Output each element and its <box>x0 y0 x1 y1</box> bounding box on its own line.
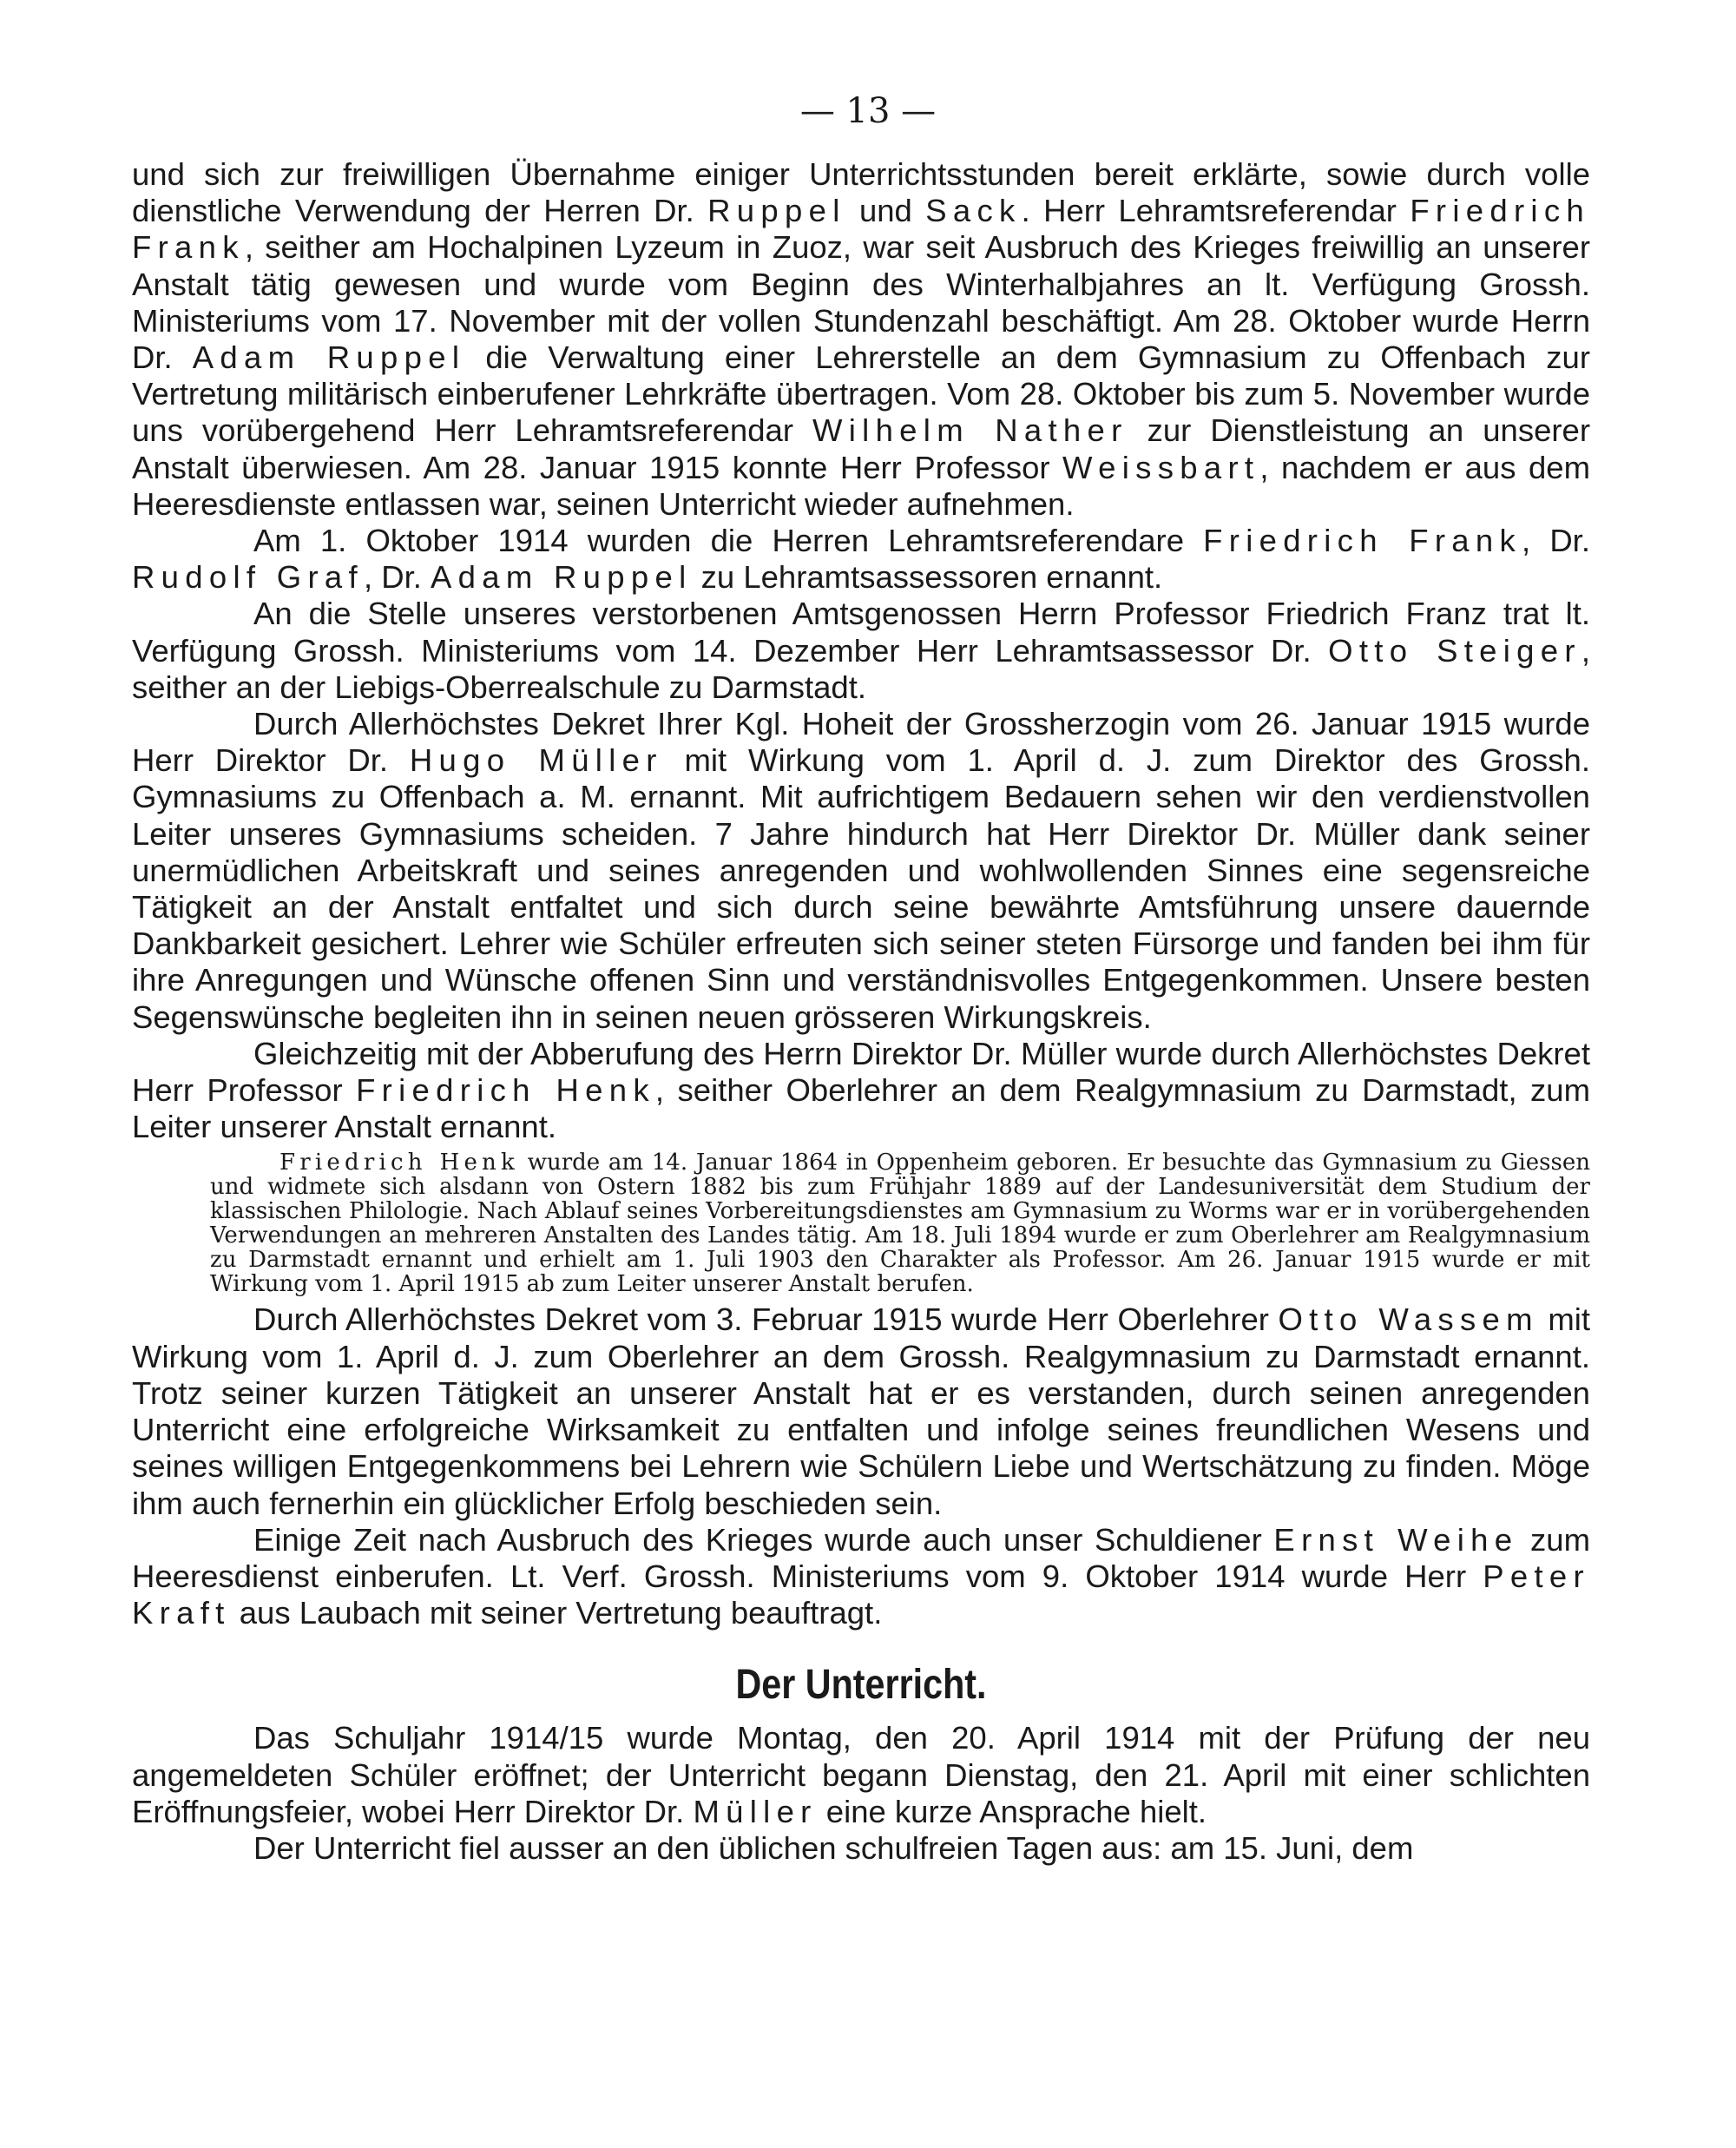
spaced-name: Peter Kraft <box>132 1558 1590 1631</box>
text-run: Durch Allerhöchstes Dekret vom 3. Februar 1915 wurde Herr Oberlehrer <box>253 1301 1279 1338</box>
paragraph <box>132 156 1590 523</box>
spaced-name: Friedrich Frank <box>132 193 1590 266</box>
paragraph <box>132 1830 1590 1867</box>
text-run: zu Lehramtsassessoren ernannt. <box>692 559 1163 596</box>
text-run: , Dr. <box>1522 523 1590 559</box>
text-run: mit Wirkung vom 1. April d. J. zum Oberlehrer an dem Grossh. Realgymnasium zu Darmstadt ernannt. Trotz seiner kurzen Tätigkeit an unserer Anstalt hat er es verstanden, durch seinen anregenden Unterricht eine erfolgreiche Wirksamkeit zu entfalten und infolge seines freundlichen Wesens und seines willigen Entgegenkommens bei Lehrern wie Schülern Liebe und Wertschätzung zu finden. Möge ihm auch fernerhin ein glücklicher Erfolg beschieden sein. <box>132 1301 1591 1521</box>
spaced-name: Friedrich Henk <box>356 1072 655 1109</box>
text-run: Durch Allerhöchstes Dekret Ihrer Kgl. Hoheit der Grossherzogin vom 26. Januar 1915 wurde Herr Direktor Dr. <box>132 706 1590 779</box>
spaced-name: Hugo Müller <box>409 742 663 779</box>
text-run: Am 1. Oktober 1914 wurden die Herren Lehramtsreferendare <box>253 523 1204 559</box>
spaced-name: Friedrich Frank <box>1203 523 1522 559</box>
spaced-name: Rudolf Graf <box>132 559 364 596</box>
text-run: , Dr. <box>363 559 431 596</box>
page-number: — 13 — <box>799 91 937 131</box>
text-run: zum Heeresdienst einberufen. Lt. Verf. Grossh. Ministeriums vom 9. Oktober 1914 wurde Herr <box>132 1521 1590 1594</box>
spaced-name: Wilhelm Nather <box>812 412 1128 449</box>
spaced-name: Adam Ruppel <box>431 559 693 596</box>
paragraph <box>132 1720 1590 1830</box>
text-run: , seither am Hochalpinen Lyzeum in Zuoz, war seit Ausbruch des Krieges freiwillig an unserer Anstalt tätig gewesen und wurde vom Beginn des Winterhalbjahres an lt. Verfügung Grossh. Ministeriums vom 17. November mit der vollen Stundenzahl beschäftigt. Am 28. Oktober wurde Herrn Dr. <box>132 229 1590 376</box>
spaced-name: Otto Steiger <box>1328 632 1581 669</box>
body-text <box>132 156 1590 1867</box>
spaced-name: Sack <box>925 193 1022 229</box>
spaced-name: Otto Wassem <box>1278 1301 1539 1338</box>
paragraph <box>132 523 1590 596</box>
paragraph <box>132 1036 1590 1146</box>
text-run: Einige Zeit nach Ausbruch des Krieges wurde auch unser Schuldiener <box>253 1521 1274 1558</box>
text-run: zur Dienstleistung an unserer Anstalt überwiesen. Am 28. Januar 1915 konnte Herr Professor <box>132 412 1590 485</box>
text-run: An die Stelle unseres verstorbenen Amtsgenossen Herrn Professor Friedrich Franz trat lt. Verfügung Grossh. Ministeriums vom 14. Dezember Herr Lehramtsassessor Dr. <box>132 596 1590 669</box>
text-run: mit Wirkung vom 1. April d. J. zum Direktor des Grossh. Gymnasiums zu Offenbach a. M. ernannt. Mit aufrichtigem Bedauern sehen wir den verdienstvollen Leiter unseres Gymnasiums scheiden. 7 Jahre hindurch hat Herr Direktor Dr. Müller dank seiner unermüdlichen Arbeitskraft und seines anregenden und wohlwollenden Sinnes eine segensreiche Tätigkeit an der Anstalt entfaltet und sich durch seine bewährte Amtsführung unsere dauernde Dankbarkeit gesichert. Lehrer wie Schüler erfreuten sich seiner steten Fürsorge und fanden bei ihm für ihre Anregungen und Wünsche offenen Sinn und verständnisvolles Entgegenkommen. Unsere besten Segenswünsche begleiten ihn in seinen neuen grösseren Wirkungskreis. <box>132 742 1590 1035</box>
text-run: die Verwaltung einer Lehrerstelle an dem Gymnasium zu Offenbach zur Vertretung militärisch einberufener Lehrkräfte übertragen. Vom 28. Oktober bis zum 5. November wurde uns vorübergehend Herr Lehramtsreferendar <box>132 339 1590 449</box>
text-run: eine kurze Ansprache hielt. <box>817 1793 1207 1829</box>
biography-note <box>210 1150 1590 1296</box>
paragraph <box>132 1301 1590 1521</box>
section-heading: Der Unterricht. <box>735 1662 987 1709</box>
paragraph <box>132 706 1590 1036</box>
text-run: aus Laubach mit seiner Vertretung beauftragt. <box>230 1595 883 1631</box>
text-run: , seither Oberlehrer an dem Realgymnasium zu Darmstadt, zum Leiter unserer Anstalt ernannt. <box>132 1072 1590 1145</box>
paragraph <box>210 1150 1590 1296</box>
spaced-name: Müller <box>693 1793 818 1829</box>
spaced-name: Ernst Weihe <box>1273 1521 1519 1558</box>
spaced-name: Friedrich Henk <box>279 1150 519 1176</box>
text-run: . Herr Lehramtsreferendar <box>1021 193 1410 229</box>
spaced-name: Adam Ruppel <box>192 339 466 376</box>
text-run: und sich zur freiwilligen Übernahme einiger Unterrichtsstunden bereit erklärte, sowie durch volle dienstliche Verwendung der Herren Dr. <box>132 156 1590 229</box>
text-run: Das Schuljahr 1914/15 wurde Montag, den 20. April 1914 mit der Prüfung der neu angemeldeten Schüler eröffnet; der Unterricht begann Dienstag, den 21. April mit einer schlichten Eröffnungsfeier, wobei Herr Direktor Dr. <box>132 1720 1590 1829</box>
spaced-name: Weissbart <box>1062 449 1260 485</box>
text-run: , seither an der Liebigs-Oberrealschule zu Darmstadt. <box>132 632 1590 705</box>
paragraph <box>132 596 1590 706</box>
paragraph <box>132 1522 1590 1632</box>
text-run: Der Unterricht fiel ausser an den üblichen schulfreien Tagen aus: am 15. Juni, dem <box>253 1829 1414 1866</box>
text-run: , nachdem er aus dem Heeresdienste entlassen war, seinen Unterricht wieder aufnehmen. <box>132 449 1590 522</box>
text-run: wurde am 14. Januar 1864 in Oppenheim geboren. Er besuchte das Gymnasium zu Giessen und widmete sich alsdann von Ostern 1882 bis zum Frühjahr 1889 auf der Landesuniversität dem Studium der klassischen Philologie. Nach Ablauf seines Vorbereitungsdienstes am Gymnasium zu Worms war er in vorübergehenden Verwendungen an mehreren Anstalten des Landes tätig. Am 18. Juli 1894 wurde er zum Oberlehrer am Realgymnasium zu Darmstadt ernannt und erhielt am 1. Juli 1903 den Charakter als Professor. Am 26. Januar 1915 wurde er mit Wirkung vom 1. April 1915 ab zum Leiter unserer Anstalt berufen. <box>210 1150 1590 1298</box>
text-run: Gleichzeitig mit der Abberufung des Herrn Direktor Dr. Müller wurde durch Allerhöchstes Dekret Herr Professor <box>132 1035 1590 1109</box>
spaced-name: Ruppel <box>707 193 846 229</box>
text-run: und <box>845 193 926 229</box>
